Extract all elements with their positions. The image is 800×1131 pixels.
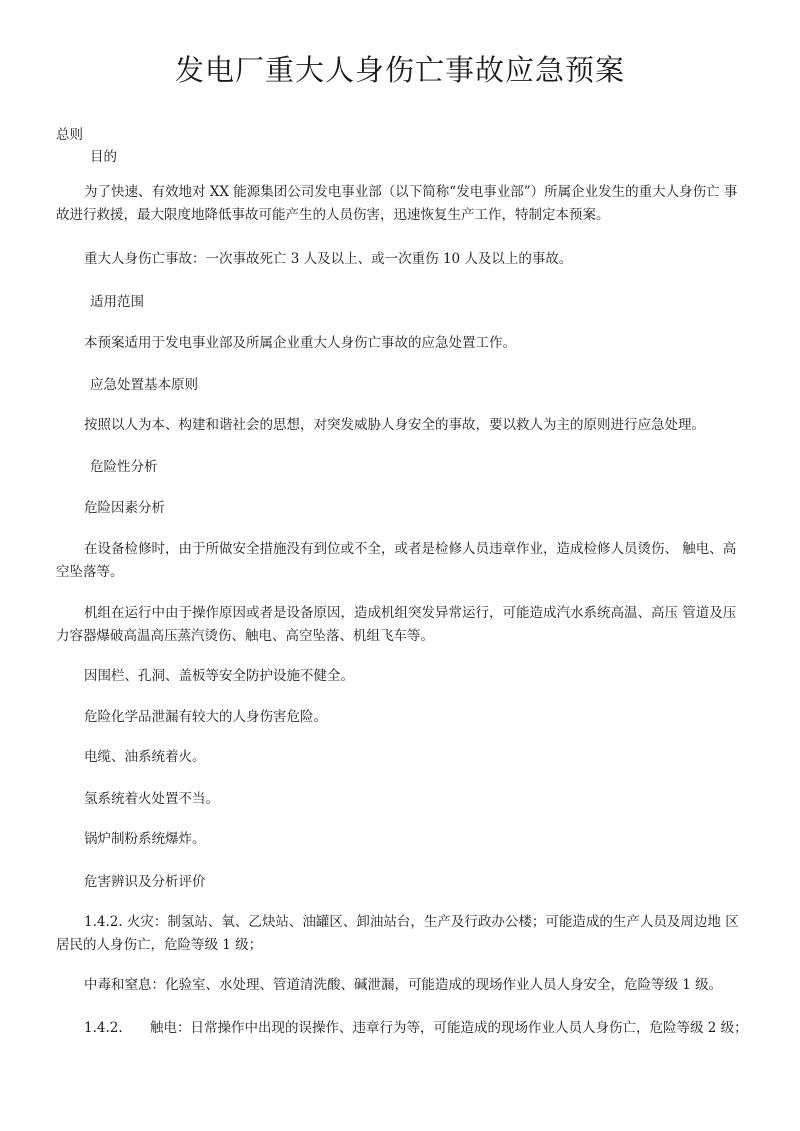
section-heading-general: 总则 bbox=[56, 127, 83, 143]
paragraph-definition: 重大人身伤亡事故：一次事故死亡 3 人及以上、或一次重伤 10 人及以上的事故。 bbox=[84, 251, 573, 267]
paragraph-principle: 按照以人为本、构建和谐社会的思想，对突发威胁人身安全的事故，要以救人为主的原则进行应急处理。 bbox=[84, 417, 705, 433]
section-heading-risk-analysis: 危险性分析 bbox=[90, 459, 158, 475]
paragraph-risk-7: 锅炉制粉系统爆炸。 bbox=[84, 831, 206, 847]
paragraph-risk-5: 电缆、油系统着火。 bbox=[84, 749, 206, 765]
section-heading-hazard-eval: 危害辨识及分析评价 bbox=[84, 874, 206, 890]
paragraph-hazard-1: 1.4.2. 火灾：制氢站、氧、乙炔站、油罐区、卸油站台，生产及行政办公楼；可能造成的生产人员及周边地 区居民的人身伤亡，危险等级 1 级； bbox=[56, 914, 739, 953]
paragraph-scope: 本预案适用于发电事业部及所属企业重大人身伤亡事故的应急处置工作。 bbox=[84, 335, 516, 351]
paragraph-risk-4: 危险化学品泄漏有较大的人身伤害危险。 bbox=[84, 709, 327, 725]
section-heading-principle: 应急处置基本原则 bbox=[90, 377, 198, 393]
section-heading-scope: 适用范围 bbox=[90, 294, 144, 310]
section-heading-purpose: 目的 bbox=[90, 149, 117, 165]
paragraph-risk-2: 机组在运行中由于操作原因或者是设备原因，造成机组突发异常运行，可能造成汽水系统高温、高压 管道及压力容器爆破高温高压蒸汽烫伤、触电、高空坠落、机组飞车等。 bbox=[56, 605, 737, 644]
paragraph-risk-1: 在设备检修时，由于所做安全措施没有到位或不全，或者是检修人员违章作业，造成检修人员烫伤、 触电、高空坠落等。 bbox=[56, 541, 737, 580]
paragraph-purpose: 为了快速、有效地对 XX 能源集团公司发电事业部（以下简称“发电事业部”）所属企业发生的重大人身伤亡 事故进行救援，最大限度地降低事故可能产生的人员伤害，迅速恢复生产工作，特制定本预案。 bbox=[56, 184, 738, 223]
section-heading-risk-factors: 危险因素分析 bbox=[84, 500, 165, 516]
paragraph-risk-6: 氢系统着火处置不当。 bbox=[84, 791, 219, 807]
paragraph-hazard-3-text: 触电：日常操作中出现的误操作、违章行为等，可能造成的现场作业人员人身伤亡，危险等级 2 级； bbox=[150, 1020, 748, 1036]
paragraph-risk-3: 因围栏、孔洞、盖板等安全防护设施不健全。 bbox=[84, 668, 354, 684]
paragraph-hazard-3-number: 1.4.2. bbox=[84, 1020, 123, 1036]
document-title: 发电厂重大人身伤亡事故应急预案 bbox=[174, 53, 625, 87]
paragraph-hazard-2: 中毒和窒息：化验室、水处理、管道清洗酸、碱泄漏，可能造成的现场作业人员人身安全，危险等级 1 级。 bbox=[84, 977, 723, 993]
